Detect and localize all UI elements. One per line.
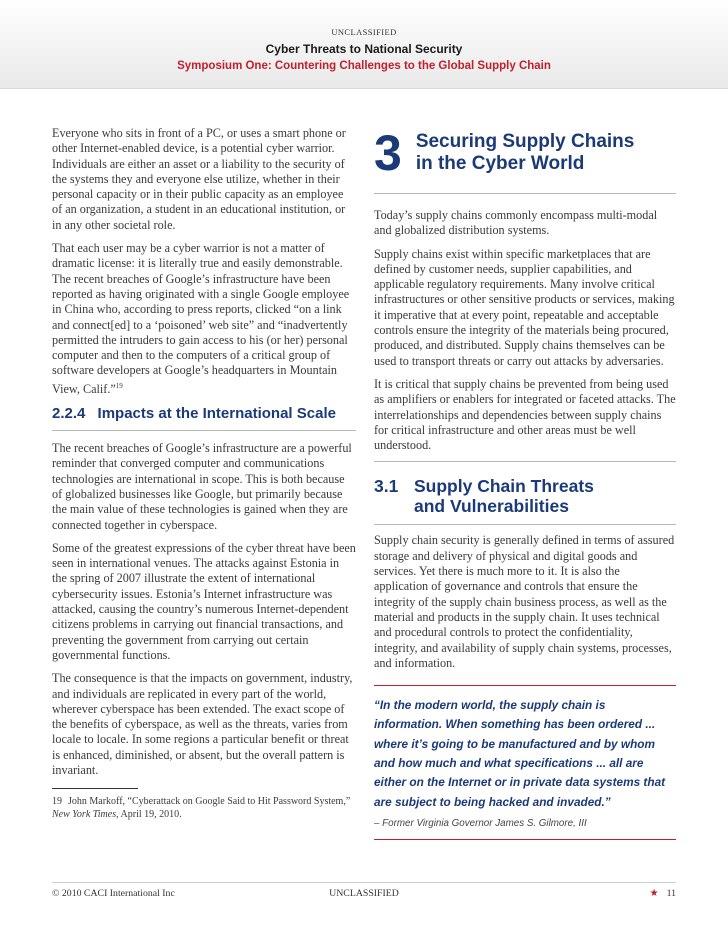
left-column [52,126,356,821]
page-number: 11 [666,888,676,899]
subsection-title-line: and Vulnerabilities [414,496,569,517]
chapter-heading [374,126,676,194]
subsection-number: 3.1 [374,476,399,497]
paragraph: It is critical that supply chains be prevented from being used as amplifiers or enablers for integrated or faceted attacks. The interrelationships and dependencies between supply chains for critical infrastructure and other areas must be well understood. [374,377,676,462]
header-title: Cyber Threats to National Security [265,42,463,56]
footer-page [650,888,676,899]
footnote-date: , April 19, 2010. [116,809,182,821]
quote-attribution: – Former Virginia Governor James S. Gilmore, III [374,817,587,829]
paragraph: Supply chains exist within specific marketplaces that are defined by customer needs, supplier capabilities, and applicable regulatory requirements. Many involve critical infrastructures or other sensitive products or services, making it imperative that at every point, repeatable and acceptable controls ensure the integrity of the materials being procured, produced, and distributed. Supply chains themselves can be used to transport threats or carry out attacks by adversaries. [374,246,675,368]
chapter-number: 3 [374,125,402,181]
subsection-title-line: Supply Chain Threats [414,476,594,497]
paragraph: Today’s supply chains commonly encompass multi-modal and globalized distribution systems. [374,208,658,238]
footnote-text: John Markoff, “Cyberattack on Google Said to Hit Password System,” [68,796,351,808]
paragraph: The consequence is that the impacts on government, industry, and individuals are replicated in every part of the world, wherever cyberspace has been extended. The exact scope of the benefits of cyberspace, as well as the threats, varies from locale to locale. In some regions a particular benefit or threat is enhanced, diminished, or absent, but the overall pattern is invariant. [52,671,353,778]
footer-classification: UNCLASSIFIED [329,888,399,899]
pull-quote [374,685,676,840]
quote-text: “In the modern world, the supply chain is information. When something has been ordered ... where it’s going to be manufactured and by whom and how much and what specifications ... all are either on the Internet or in private data systems that are subject to being hacked and invaded.” [374,698,666,809]
footnote-publication: New York Times [52,809,117,821]
section-number: 2.2.4 [52,405,86,423]
chapter-title [416,126,635,175]
right-column [374,126,676,840]
header-subtitle: Symposium One: Countering Challenges to the Global Supply Chain [177,60,551,72]
chapter-title-line: Securing Supply Chains [415,131,635,152]
chapter-title-line: in the Cyber World [415,153,585,174]
paragraph: Supply chain security is generally defined in terms of assured storage and delivery of physical and digital goods and services. Yet there is much more to it. It is also the application of governance and controls that ensure the integrity of the supply chain business process, as well as the material and products in the supply chain. It uses technical and procedural controls to protect the confidentiality, integrity, and availability of supply chain systems, processes, and information. [374,533,675,670]
footnote-reference: 19 [115,381,123,390]
paragraph [52,241,356,397]
paragraph: Some of the greatest expressions of the cyber threat have been seen in international venues. The attacks against Estonia in the spring of 2007 illustrate the extent of international cybersecurity issues. Estonia’s Internet infrastructure was attacked, causing the country’s numerous Internet-dependent citizens problems in carrying out financial transactions, and preventing the government from carrying out certain governmental functions. [52,540,356,662]
paragraph: The recent breaches of Google’s infrastructure are a powerful reminder that converged computer and communications technologies are international in scope. This is both because of globalized businesses like Google, but primarily because the main value of these technologies is gained when they are connected together in cyberspace. [52,441,352,532]
paragraph: Everyone who sits in front of a PC, or uses a smart phone or other Internet-enabled device, is a potential cyber warrior. Individuals are either an asset or a liability to the security of the systems they and everyone else utilize, whether in their personal capacity or in their public capacity as an employee of an organization, a student in an educational institution, or in any other societal role. [52,126,346,232]
footnote [52,795,356,821]
footer-copyright: © 2010 CACI International Inc [52,888,175,899]
footnote-number: 19 [52,796,62,808]
subsection-title [414,476,594,516]
header-classification: UNCLASSIFIED [331,27,397,37]
section-title: Impacts at the International Scale [97,405,336,423]
subsection-heading [374,476,676,525]
page-footer [52,888,676,902]
footer-divider [52,882,676,883]
footnote-divider [52,788,138,789]
page-header [0,0,728,89]
star-icon: ★ [649,888,659,899]
paragraph-text: That each user may be a cyber warrior is not a matter of dramatic license: it is literally true and easily demonstrable. The recent breaches of Google’s infrastructure have been reported as having originated with a single Google employee in China who, according to press reports, clicked “on a link and connect[ed] to a ‘poisoned’ web site” and “inadvertently permitted the intruders to gain access to his (or her) personal computer and then to the computers of a critical group of software developers at Google’s headquarters in Mountain View, Calif.” [52,241,350,396]
section-heading [52,405,356,431]
